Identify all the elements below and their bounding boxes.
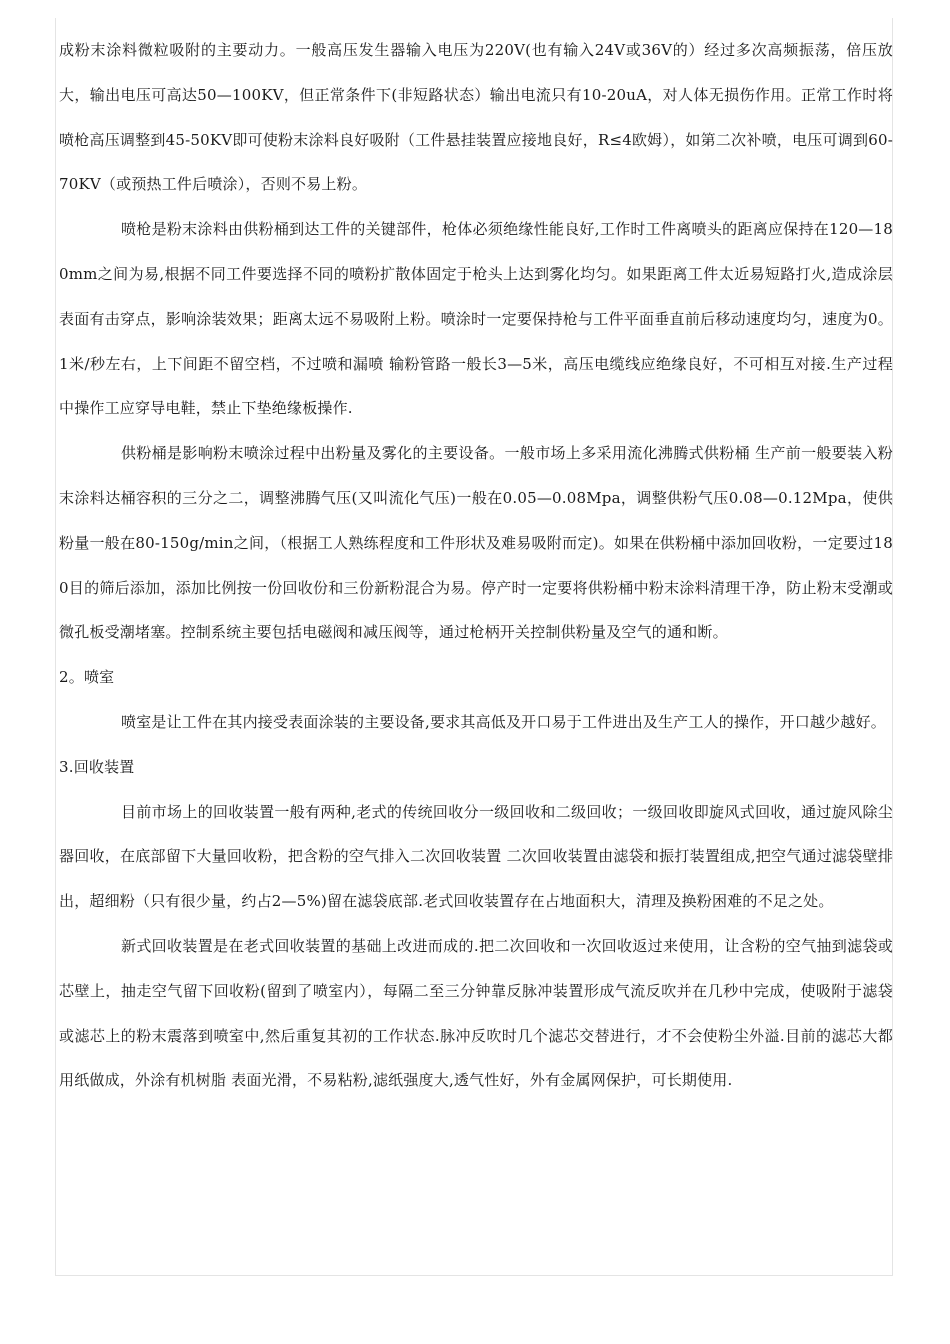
paragraph-powder-feeder: 供粉桶是影响粉末喷涂过程中出粉量及雾化的主要设备。一般市场上多采用流化沸腾式供粉桶 生产前一般要装入粉末涂料达桶容积的三分之二，调整沸腾气压(又叫流化气压)一般在0.05—0.08Mpa，调整供粉气压0.08—0.12Mpa，使供粉量一般在80-150g/min之间，（根据工人熟练程度和工件形状及难易吸附而定)。如果在供粉桶中添加回收粉，一定要过180目的筛后添加，添加比例按一份回收份和三份新粉混合为易。停产时一定要将供粉桶中粉末涂料清理干净，防止粉末受潮或微孔板受潮堵塞。控制系统主要包括电磁阀和减压阀等，通过枪柄开关控制供粉量及空气的通和断。 bbox=[59, 444, 893, 642]
document-body bbox=[59, 28, 893, 1103]
paragraph-spray-booth: 喷室是让工件在其内接受表面涂装的主要设备,要求其高低及开口易于工件进出及生产工人的操作，开口越少越好。 bbox=[121, 712, 886, 731]
paragraph-old-recovery: 目前市场上的回收装置一般有两种,老式的传统回收分一级回收和二级回收；一级回收即旋风式回收，通过旋风除尘器回收，在底部留下大量回收粉，把含粉的空气排入二次回收装置 二次回收装置由滤袋和振打装置组成,把空气通过滤袋壁排出，超细粉（只有很少量，约占2—5%)留在滤袋底部.老式回收装置存在占地面积大，清理及换粉困难的不足之处。 bbox=[59, 802, 893, 911]
section-heading-spray-booth: 2。喷室 bbox=[59, 668, 115, 687]
document-page bbox=[55, 18, 893, 1276]
paragraph-high-voltage: 成粉末涂料微粒吸附的主要动力。一般高压发生器输入电压为220V(也有输入24V或36V的）经过多次高频振荡，倍压放大，输出电压可高达50—100KV，但正常条件下(非短路状态）输出电流只有10-20uA，对人体无损伤作用。正常工作时将喷枪高压调整到45-50KV即可使粉末涂料良好吸附（工件悬挂装置应接地良好，R≤4欧姆），如第二次补喷，电压可调到60-70KV（或预热工件后喷涂），否则不易上粉。 bbox=[59, 41, 893, 194]
section-heading-recovery: 3.回收装置 bbox=[59, 757, 135, 776]
paragraph-new-recovery: 新式回收装置是在老式回收装置的基础上改进而成的.把二次回收和一次回收返过来使用，让含粉的空气抽到滤袋或芯壁上，抽走空气留下回收粉(留到了喷室内），每隔二至三分钟靠反脉冲装置形成气流反吹并在几秒中完成，使吸附于滤袋或滤芯上的粉末震落到喷室中,然后重复其初的工作状态.脉冲反吹时几个滤芯交替进行，才不会使粉尘外溢.目前的滤芯大都用纸做成，外涂有机树脂 表面光滑，不易粘粉,滤纸强度大,透气性好，外有金属网保护，可长期使用. bbox=[59, 936, 893, 1090]
paragraph-spray-gun: 喷枪是粉末涂料由供粉桶到达工件的关键部件，枪体必须绝缘性能良好,工作时工件离喷头的距离应保持在120—180mm之间为易,根据不同工件要选择不同的喷粉扩散体固定于枪头上达到雾化均匀。如果距离工件太近易短路打火,造成涂层表面有击穿点，影响涂装效果；距离太远不易吸附上粉。喷涂时一定要保持枪与工件平面垂直前后移动速度均匀，速度为0。1米/秒左右，上下间距不留空档，不过喷和漏喷 输粉管路一般长3—5米，高压电缆线应绝缘良好，不可相互对接.生产过程中操作工应穿导电鞋，禁止下垫绝缘板操作. bbox=[59, 220, 893, 418]
